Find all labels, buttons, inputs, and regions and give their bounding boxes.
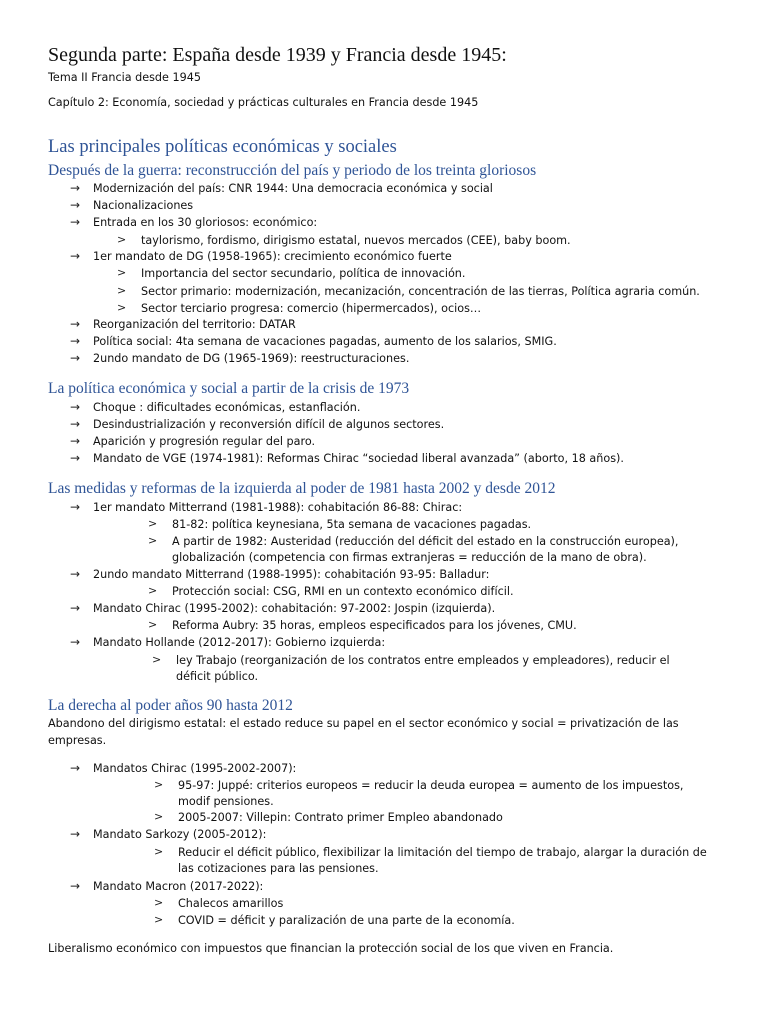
- arrow-bullet: →: [70, 827, 81, 841]
- list-item: Aparición y progresión regular del paro.: [93, 435, 316, 448]
- list-item: Nacionalizaciones: [93, 199, 194, 212]
- list-item: Mandato Macron (2017-2022):: [93, 880, 264, 893]
- conclusion-paragraph: Liberalismo económico con impuestos que financian la protección social de los que viven en Francia.: [48, 942, 614, 955]
- sub-bullet: >: [148, 534, 158, 547]
- sub-list-item: Sector primario: modernización, mecanización, concentración de las tierras, Política agraria común.: [141, 285, 700, 298]
- list-item: Mandatos Chirac (1995-2002-2007):: [93, 762, 297, 775]
- arrow-bullet: →: [70, 181, 81, 195]
- arrow-bullet: →: [70, 249, 81, 263]
- sub-list-item: Sector terciario progresa: comercio (hipermercados), ocios…: [141, 302, 482, 315]
- document-title: Segunda parte: España desde 1939 y Francia desde 1945:: [48, 44, 507, 66]
- sub-list-item: 95-97: Juppé: criterios europeos = reducir la deuda europea = aumento de los impuestos,: [178, 779, 684, 792]
- sub-list-item: 2005-2007: Villepin: Contrato primer Empleo abandonado: [178, 811, 503, 824]
- sub-bullet: >: [154, 778, 164, 791]
- sub-list-item: Reforma Aubry: 35 horas, empleos especificados para los jóvenes, CMU.: [172, 619, 577, 632]
- arrow-bullet: →: [70, 317, 81, 331]
- arrow-bullet: →: [70, 417, 81, 431]
- arrow-bullet: →: [70, 601, 81, 615]
- list-item: Política social: 4ta semana de vacaciones pagadas, aumento de los salarios, SMIG.: [93, 335, 557, 348]
- list-item: Desindustrialización y reconversión difícil de algunos sectores.: [93, 418, 445, 431]
- sub-bullet: >: [117, 266, 127, 279]
- arrow-bullet: →: [70, 198, 81, 212]
- list-item: 1er mandato Mitterrand (1981-1988): cohabitación 86-88: Chirac:: [93, 501, 463, 514]
- arrow-bullet: →: [70, 879, 81, 893]
- sub-list-item: COVID = déficit y paralización de una parte de la economía.: [178, 914, 515, 927]
- main-heading: Las principales políticas económicas y sociales: [48, 137, 397, 157]
- list-item: Mandato de VGE (1974-1981): Reformas Chirac “sociedad liberal avanzada” (aborto, 18 años).: [93, 452, 624, 465]
- sub-bullet: >: [148, 618, 158, 631]
- sub-bullet: >: [152, 653, 162, 666]
- arrow-bullet: →: [70, 334, 81, 348]
- arrow-bullet: →: [70, 434, 81, 448]
- paragraph-continuation: empresas.: [48, 734, 107, 747]
- sub-list-item: 81-82: política keynesiana, 5ta semana de vacaciones pagadas.: [172, 518, 532, 531]
- sub-list-item: Reducir el déficit público, flexibilizar la limitación del tiempo de trabajo, alargar la duración de: [178, 846, 707, 859]
- sub-list-item: Protección social: CSG, RMI en un contexto económico difícil.: [172, 585, 514, 598]
- sub-list-item-continuation: déficit público.: [176, 670, 259, 683]
- section-heading: Después de la guerra: reconstrucción del país y periodo de los treinta gloriosos: [48, 162, 537, 179]
- list-item: 2undo mandato de DG (1965-1969): reestructuraciones.: [93, 352, 410, 365]
- arrow-bullet: →: [70, 400, 81, 414]
- sub-list-item: taylorismo, fordismo, dirigismo estatal, nuevos mercados (CEE), baby boom.: [141, 234, 571, 247]
- arrow-bullet: →: [70, 635, 81, 649]
- list-item: Mandato Hollande (2012-2017): Gobierno izquierda:: [93, 636, 386, 649]
- arrow-bullet: →: [70, 351, 81, 365]
- sub-list-item-continuation: las cotizaciones para las pensiones.: [178, 862, 379, 875]
- arrow-bullet: →: [70, 761, 81, 775]
- sub-bullet: >: [117, 301, 127, 314]
- section-heading: Las medidas y reformas de la izquierda al poder de 1981 hasta 2002 y desde 2012: [48, 480, 556, 497]
- list-item: Modernización del país: CNR 1944: Una democracia económica y social: [93, 182, 493, 195]
- sub-bullet: >: [154, 810, 164, 823]
- section-heading: La política económica y social a partir de la crisis de 1973: [48, 380, 410, 397]
- sub-list-item: Importancia del sector secundario, política de innovación.: [141, 267, 466, 280]
- list-item: Entrada en los 30 gloriosos: económico:: [93, 216, 318, 229]
- sub-list-item: Chalecos amarillos: [178, 897, 284, 910]
- sub-list-item: ley Trabajo (reorganización de los contratos entre empleados y empleadores), reducir el: [176, 654, 670, 667]
- capitulo-label: Capítulo 2: Economía, sociedad y prácticas culturales en Francia desde 1945: [48, 96, 479, 109]
- list-item: Mandato Chirac (1995-2002): cohabitación: 97-2002: Jospin (izquierda).: [93, 602, 496, 615]
- sub-list-item-continuation: modif pensiones.: [178, 795, 274, 808]
- list-item: 1er mandato de DG (1958-1965): crecimiento económico fuerte: [93, 250, 452, 263]
- arrow-bullet: →: [70, 451, 81, 465]
- list-item: Choque : dificultades económicas, estanflación.: [93, 401, 361, 414]
- sub-list-item-continuation: globalización (competencia con firmas extranjeras = reducción de la mano de obra).: [172, 551, 647, 564]
- sub-bullet: >: [117, 284, 127, 297]
- list-item: 2undo mandato Mitterrand (1988-1995): cohabitación 93-95: Balladur:: [93, 568, 490, 581]
- tema-label: Tema II Francia desde 1945: [48, 71, 201, 84]
- sub-bullet: >: [148, 517, 158, 530]
- sub-list-item: A partir de 1982: Austeridad (reducción del déficit del estado en la construcción europea),: [172, 535, 679, 548]
- sub-bullet: >: [154, 845, 164, 858]
- arrow-bullet: →: [70, 215, 81, 229]
- arrow-bullet: →: [70, 567, 81, 581]
- section-heading: La derecha al poder años 90 hasta 2012: [48, 697, 293, 714]
- paragraph: Abandono del dirigismo estatal: el estado reduce su papel en el sector económico y social = privatización de las: [48, 717, 679, 730]
- sub-bullet: >: [117, 233, 127, 246]
- sub-bullet: >: [154, 896, 164, 909]
- list-item: Reorganización del territorio: DATAR: [93, 318, 296, 331]
- sub-bullet: >: [148, 584, 158, 597]
- sub-bullet: >: [154, 913, 164, 926]
- arrow-bullet: →: [70, 500, 81, 514]
- list-item: Mandato Sarkozy (2005-2012):: [93, 828, 267, 841]
